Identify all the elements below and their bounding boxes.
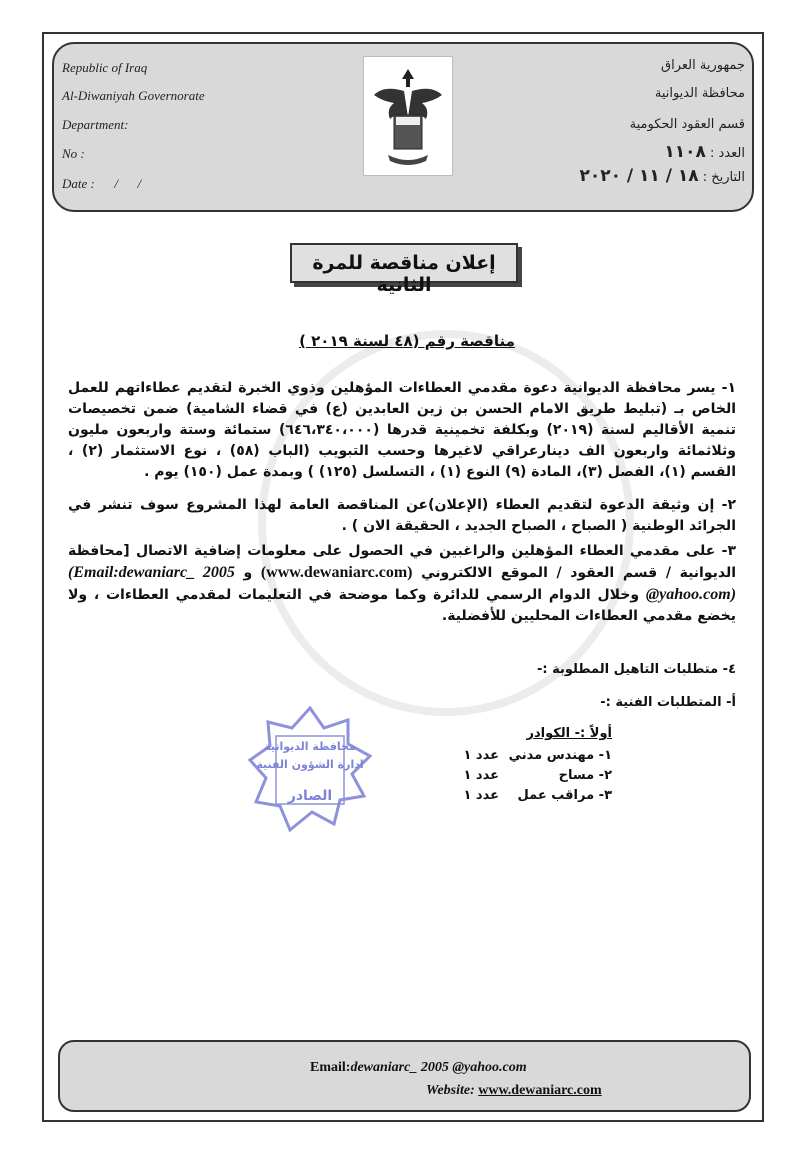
header-country-en: Republic of Iraq — [62, 60, 148, 75]
paragraph-1: ١- يسر محافظة الديوانية دعوة مقدمي العطاءات المؤهلين وذوي الخبرة لتقديم عطاءاتهم للعمل الخاص بـ (تبليط طريق الامام الحسن بن زين العابدين (ع) في قضاء الشامية) ضمن تخصيصات تنمية الأقاليم لسنة (٢٠١٩) وبكلفة تخمينية قدرها (٦٤٦،٣٤٠،٠٠٠) ستمائة وستة واربعون مليون وثلاثمائة واربعون الف دينارعراقي لاغيرها وحسب التبويب (الباب (٥٨) ، نوع الاستثمار (٢) ، القسم (١)، الفصل (٣)، المادة (٩) النوع (١) ، التسلسل (١٢٥) ) وبمدة عمل (١٥٠) يوم . — [68, 380, 736, 480]
requirement-item-1-count: عدد ١ — [463, 748, 499, 763]
tender-number: مناقصة رقم (٤٨ لسنة ٢٠١٩ ) — [299, 332, 515, 350]
header-date-ar — [579, 166, 745, 186]
paragraph-2: ٢- إن وثيقة الدعوة لتقديم العطاء (الإعلان)عن المناقصة العامة لهذا المشروع سوف تنشر في الجرائد الوطنية ( الصباح ، الصباح الجديد ، الحقيقة الان ) . — [68, 497, 736, 534]
footer-website — [426, 1083, 602, 1099]
footer-box — [58, 1040, 751, 1112]
paragraph-4: ٤- متطلبات التاهيل المطلوبة :- — [537, 662, 736, 677]
header-number-en: No : — [62, 146, 85, 161]
paragraph-3-end: وخلال الدوام الرسمي للدائرة وكما موضحة في التعليمات لمقدمي العطاءات ، ولا يخضع مقدمي العطاءات المحليين للأفضلية. — [68, 587, 736, 624]
footer-website-link[interactable]: www.dewaniarc.com — [478, 1083, 602, 1098]
stamp-line-1: محافظة الديوانية — [264, 740, 356, 753]
stamp-line-3: الصادر — [287, 788, 333, 804]
header-number-ar — [664, 142, 745, 162]
requirement-item-1-label: ١- مهندس مدني — [508, 748, 612, 763]
announcement-title: إعلان مناقصة للمرة الثانية — [312, 252, 496, 296]
header-department-ar: قسم العقود الحكومية — [629, 117, 745, 132]
header-governorate-ar: محافظة الديوانية — [654, 86, 745, 101]
paragraph-3-and: و — [243, 565, 253, 581]
requirement-item-3-label: ٣- مراقب عمل — [517, 788, 612, 803]
footer-email — [310, 1060, 527, 1076]
contact-email: (Email:dewaniarc_ 2005 @yahoo.com) — [68, 564, 737, 603]
contact-website: (www.dewaniarc.com) — [260, 564, 413, 581]
requirement-item-3-count: عدد ١ — [463, 788, 499, 803]
date-label: التاريخ : — [702, 170, 745, 185]
technical-requirements-heading: أ- المتطلبات الفنية :- — [600, 695, 736, 710]
announcement-title-box — [290, 243, 518, 296]
header-governorate-en: Al-Diwaniyah Governorate — [62, 88, 205, 103]
header-country-ar: جمهورية العراق — [661, 58, 745, 73]
stamp-line-2: ادارة الشؤون الفنية — [256, 758, 364, 771]
requirement-item-2-label: ٢- مساح — [558, 768, 612, 783]
footer-email-label: Email: — [310, 1060, 351, 1075]
header-date-en: Date : / / — [62, 176, 142, 191]
paragraph-3-start: ٣- على مقدمي العطاء المؤهلين والراغبين في الحصول على معلومات إضافية الاتصال [محافظة الديوانية / قسم العقود / الموقع الالكتروني — [68, 543, 737, 581]
paragraph-3 — [68, 541, 736, 627]
requirement-item-2-count: عدد ١ — [463, 768, 499, 783]
official-stamp — [248, 706, 372, 834]
footer-email-value[interactable]: dewaniarc_ 2005 @yahoo.com — [350, 1060, 527, 1075]
number-label: العدد : — [710, 146, 745, 161]
number-value: ١١٠٨ — [664, 142, 706, 162]
header-department-en: Department: — [62, 117, 129, 132]
staff-heading: أولاً :- الكوادر — [526, 726, 612, 741]
footer-website-label: Website: — [426, 1083, 475, 1098]
date-value: ١٨ / ١١ / ٢٠٢٠ — [579, 166, 699, 186]
iraq-emblem-icon — [363, 56, 453, 176]
